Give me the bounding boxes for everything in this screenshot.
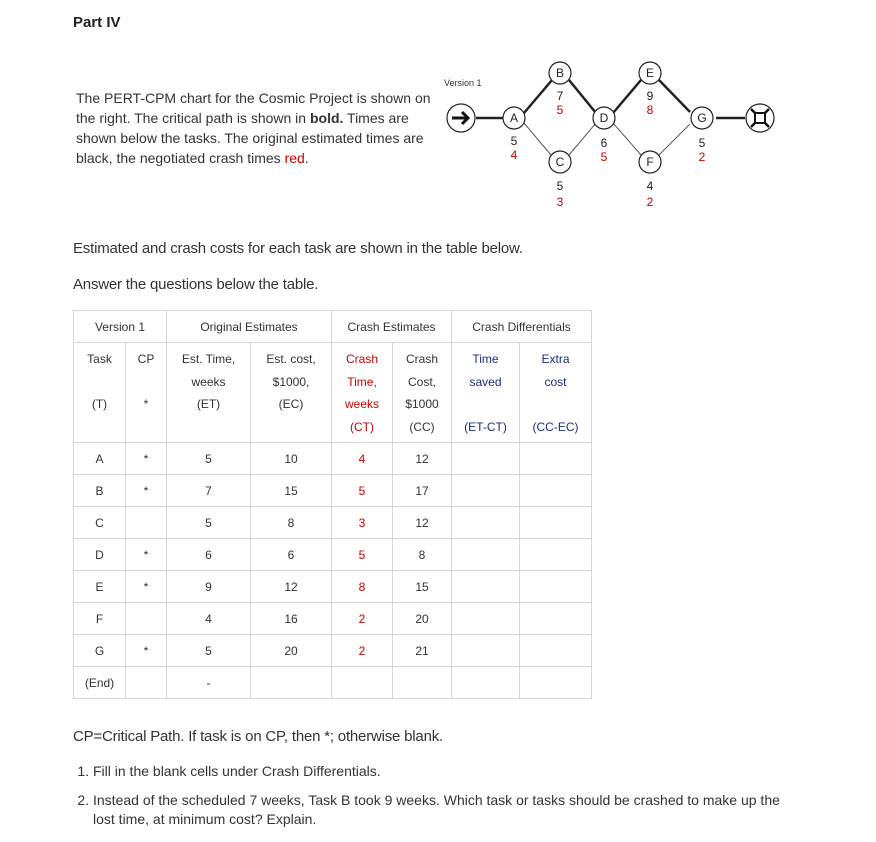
cell-est-time: 5 [167,507,251,539]
cell-est-time: 6 [167,539,251,571]
node-c-crash-time: 3 [556,195,564,209]
pert-cpm-chart [440,56,790,226]
subheader-crash-time: Crash Time, weeks (CT) [332,343,393,443]
edge-a-b [524,80,552,113]
cell-crash-cost: 21 [393,635,452,667]
cell-est-time: 7 [167,475,251,507]
edge-a-c [524,123,551,155]
table-row [74,539,592,571]
cell-time-saved[interactable] [452,507,520,539]
cell-crash-time: 5 [332,539,393,571]
cell-time-saved[interactable] [452,635,520,667]
cell-est-cost [251,667,332,699]
answer-instruction: Answer the questions below the table. [73,276,319,293]
node-a-label: A [509,111,519,125]
intro-text-2: Times are shown below the tasks. The original estimated times are black, the negotiated crash times [76,110,424,166]
cell-est-cost: 10 [251,443,332,475]
cell-task: D [74,539,126,571]
cell-extra-cost[interactable] [520,539,592,571]
node-f-crash-time: 2 [646,195,654,209]
subheader-extra-cost: Extra cost (CC-EC) [520,343,592,443]
node-g-label: G [697,111,707,125]
table-row [74,443,592,475]
question-list [73,762,793,839]
cell-task: B [74,475,126,507]
node-f-est-time: 4 [646,179,654,193]
cell-crash-time: 2 [332,635,393,667]
cell-cp [126,507,167,539]
cell-time-saved[interactable] [452,603,520,635]
cell-crash-time: 2 [332,603,393,635]
cell-crash-cost: 8 [393,539,452,571]
subheader-time-saved: Time saved (ET-CT) [452,343,520,443]
intro-text [76,88,436,168]
table-row [74,635,592,667]
cell-cp [126,603,167,635]
node-e-crash-time: 8 [646,103,654,117]
cell-cp: * [126,443,167,475]
cell-task: E [74,571,126,603]
cell-task: G [74,635,126,667]
cell-crash-time: 5 [332,475,393,507]
chart-version-label: Version 1 [444,78,482,88]
node-a-est-time: 5 [510,134,518,148]
cell-time-saved[interactable] [452,539,520,571]
subheader-crash-cost: Crash Cost, $1000 (CC) [393,343,452,443]
cell-extra-cost[interactable] [520,667,592,699]
cell-cp [126,667,167,699]
cell-est-cost: 16 [251,603,332,635]
end-square-icon [755,113,765,123]
node-c-est-time: 5 [556,179,564,193]
cell-task: (End) [74,667,126,699]
cell-task: F [74,603,126,635]
node-b-label: B [555,66,565,80]
intro-text-1: The PERT-CPM chart for the Cosmic Project is shown on the right. The critical path is shown in [76,90,431,126]
cell-est-cost: 6 [251,539,332,571]
subheader-est-cost: Est. cost, $1000, (EC) [251,343,332,443]
edge-b-d [569,80,596,113]
table-row [74,571,592,603]
table-row [74,475,592,507]
node-e-est-time: 9 [646,89,654,103]
cell-task: C [74,507,126,539]
table-row [74,603,592,635]
node-d-est-time: 6 [600,136,608,150]
cell-crash-cost: 12 [393,507,452,539]
cell-crash-time: 4 [332,443,393,475]
subheader-task: Task (T) [74,343,126,443]
cell-est-time: 5 [167,635,251,667]
cell-extra-cost[interactable] [520,507,592,539]
intro-red-word: red [284,150,305,166]
intro-bold-word: bold. [309,110,344,126]
cell-crash-time: 8 [332,571,393,603]
node-g-crash-time: 2 [698,150,706,164]
cell-extra-cost[interactable] [520,475,592,507]
cell-time-saved[interactable] [452,667,520,699]
cell-crash-time: 3 [332,507,393,539]
cell-time-saved[interactable] [452,571,520,603]
cell-est-cost: 8 [251,507,332,539]
node-f-label: F [646,155,654,169]
subheader-est-time: Est. Time, weeks (ET) [167,343,251,443]
intro-text-3: . [304,150,309,166]
edge-e-g [659,80,690,112]
subheader-cp: CP * [126,343,167,443]
cell-crash-cost [393,667,452,699]
cell-est-time: 4 [167,603,251,635]
node-b-est-time: 7 [556,89,564,103]
cell-extra-cost[interactable] [520,571,592,603]
cell-crash-cost: 15 [393,571,452,603]
cell-time-saved[interactable] [452,475,520,507]
edge-d-f [613,123,641,155]
cell-est-cost: 12 [251,571,332,603]
node-g-est-time: 5 [698,136,706,150]
header-original-estimates: Original Estimates [167,311,332,343]
cell-cp: * [126,539,167,571]
cell-crash-cost: 17 [393,475,452,507]
part-title: Part IV [73,14,121,31]
cp-note: CP=Critical Path. If task is on CP, then *; otherwise blank. [73,728,443,745]
cell-est-time: 9 [167,571,251,603]
edge-c-d [569,123,596,155]
cell-cp: * [126,635,167,667]
table-intro-text: Estimated and crash costs for each task are shown in the table below. [73,240,523,257]
cell-crash-time [332,667,393,699]
table-row [74,667,592,699]
cell-time-saved[interactable] [452,443,520,475]
node-e-label: E [645,66,655,80]
header-version: Version 1 [74,311,167,343]
cell-est-time: 5 [167,443,251,475]
cell-task: A [74,443,126,475]
question-1: 1. Fill in the blank cells under Crash Differentials. [93,762,793,781]
cell-extra-cost[interactable] [520,603,592,635]
edge-d-e [613,80,641,113]
node-d-label: D [599,111,609,125]
cell-crash-cost: 12 [393,443,452,475]
node-b-crash-time: 5 [556,103,564,117]
node-a-crash-time: 4 [510,148,518,162]
header-crash-differentials: Crash Differentials [452,311,592,343]
cell-extra-cost[interactable] [520,443,592,475]
cell-est-cost: 20 [251,635,332,667]
cell-cp: * [126,475,167,507]
cell-crash-cost: 20 [393,603,452,635]
cell-est-time: - [167,667,251,699]
cell-est-cost: 15 [251,475,332,507]
node-d-crash-time: 5 [600,150,608,164]
cell-extra-cost[interactable] [520,635,592,667]
edge-f-g [659,124,690,155]
question-2: 2. Instead of the scheduled 7 weeks, Task B took 9 weeks. Which task or tasks should be crashed to make up the lost time, at minimum cost? Explain. [93,791,793,829]
cost-table [73,310,592,699]
node-c-label: C [555,155,565,169]
table-row [74,507,592,539]
cell-cp: * [126,571,167,603]
header-crash-estimates: Crash Estimates [332,311,452,343]
